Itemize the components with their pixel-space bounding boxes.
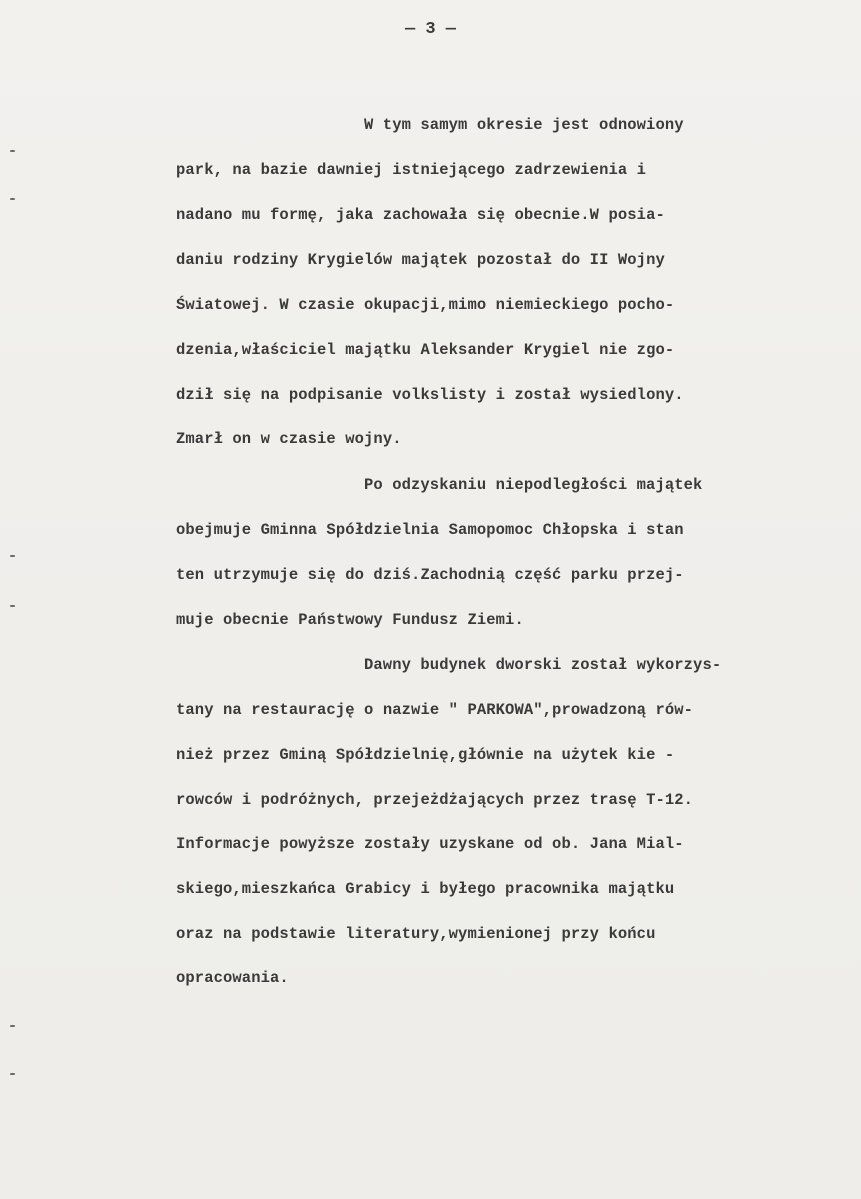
text-line: Światowej. W czasie okupacji,mimo niemieckiego pocho- bbox=[176, 296, 675, 314]
text-line: obejmuje Gminna Spółdzielnia Samopomoc Chłopska i stan bbox=[176, 521, 684, 539]
margin-mark bbox=[10, 1025, 15, 1027]
text-line: dzenia,właściciel majątku Aleksander Krygiel nie zgo- bbox=[176, 341, 675, 359]
text-line: oraz na podstawie literatury,wymienionej przy końcu bbox=[176, 925, 656, 943]
page-number: — 3 — bbox=[404, 20, 456, 39]
margin-mark bbox=[10, 555, 15, 557]
text-line: dził się na podpisanie volkslisty i został wysiedlony. bbox=[176, 386, 684, 404]
text-line: Po odzyskaniu niepodległości majątek bbox=[364, 476, 703, 494]
text-line: tany na restaurację o nazwie " PARKOWA",prowadzoną rów- bbox=[176, 701, 694, 719]
text-line: nież przez Gminą Spółdzielnię,głównie na użytek kie - bbox=[176, 746, 675, 764]
text-line: park, na bazie dawniej istniejącego zadrzewienia i bbox=[176, 161, 647, 179]
text-line: daniu rodziny Krygielów majątek pozostał do II Wojny bbox=[176, 251, 665, 269]
margin-mark bbox=[10, 198, 15, 200]
text-line: Dawny budynek dworski został wykorzys- bbox=[364, 656, 722, 674]
text-line: W tym samym okresie jest odnowiony bbox=[364, 116, 684, 134]
text-line: skiego,mieszkańca Grabicy i byłego pracownika majątku bbox=[176, 880, 675, 898]
text-line: muje obecnie Państwowy Fundusz Ziemi. bbox=[176, 611, 524, 629]
text-line: Zmarł on w czasie wojny. bbox=[176, 430, 402, 448]
margin-mark bbox=[10, 150, 15, 152]
text-line: opracowania. bbox=[176, 969, 289, 987]
margin-mark bbox=[10, 1073, 15, 1075]
margin-mark bbox=[10, 605, 15, 607]
text-line: nadano mu formę, jaka zachowała się obecnie.W posia- bbox=[176, 206, 665, 224]
text-line: Informacje powyższe zostały uzyskane od ob. Jana Mial- bbox=[176, 835, 684, 853]
text-line: rowców i podróżnych, przejeżdżających przez trasę T-12. bbox=[176, 791, 694, 809]
text-line: ten utrzymuje się do dziś.Zachodnią część parku przej- bbox=[176, 566, 684, 584]
